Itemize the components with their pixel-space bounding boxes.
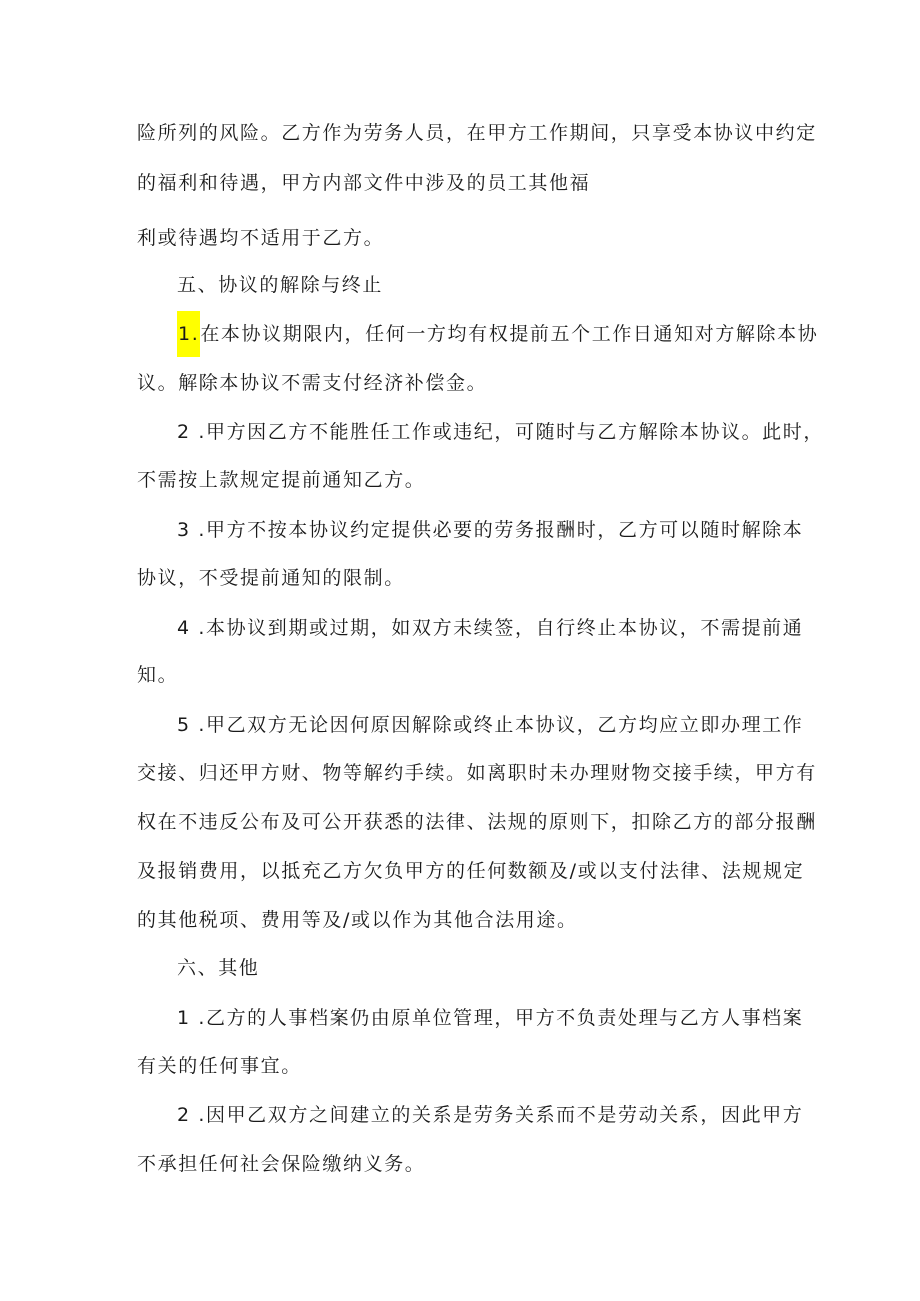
paragraph-line: 险所列的风险。乙方作为劳务人员，在甲方工作期间，只享受本协议中约定	[137, 122, 817, 144]
clause-5-5-line: 5 .甲乙双方无论因何原因解除或终止本协议，乙方均应立即办理工作	[177, 714, 804, 736]
clause-5-1-text: 在本协议期限内，任何一方均有权提前五个工作日通知对方解除本协	[200, 323, 819, 345]
clause-5-4-line: 4 .本协议到期或过期，如双方未续签，自行终止本协议，不需提前通	[177, 617, 804, 639]
clause-6-1-line: 1 .乙方的人事档案仍由原单位管理，甲方不负责处理与乙方人事档案	[177, 1007, 804, 1029]
highlighted-clause-number: 1.	[177, 311, 200, 357]
paragraph-line: 有关的任何事宜。	[137, 1055, 302, 1077]
section-heading-other: 六、其他	[177, 957, 260, 979]
paragraph-line: 权在不违反公布及可公开获悉的法律、法规的原则下，扣除乙方的部分报酬	[137, 811, 817, 833]
paragraph-line: 知。	[137, 664, 179, 686]
clause-5-3-line: 3 .甲方不按本协议约定提供必要的劳务报酬时，乙方可以随时解除本	[177, 519, 804, 541]
paragraph-line: 利或待遇均不适用于乙方。	[137, 227, 385, 249]
paragraph-line: 不承担任何社会保险缴纳义务。	[137, 1153, 426, 1175]
section-heading-termination: 五、协议的解除与终止	[177, 274, 384, 296]
clause-6-2-line: 2 .因甲乙双方之间建立的关系是劳务关系而不是劳动关系，因此甲方	[177, 1104, 804, 1126]
clause-5-1-line	[177, 322, 819, 346]
paragraph-line: 协议，不受提前通知的限制。	[137, 567, 405, 589]
paragraph-line: 交接、归还甲方财、物等解约手续。如离职时未办理财物交接手续，甲方有	[137, 762, 817, 784]
paragraph-line: 及报销费用，以抵充乙方欠负甲方的任何数额及/或以支付法律、法规规定	[137, 860, 805, 882]
paragraph-line: 议。解除本协议不需支付经济补偿金。	[137, 372, 488, 394]
clause-5-2-line: 2 .甲方因乙方不能胜任工作或违纪，可随时与乙方解除本协议。此时，	[177, 421, 824, 443]
paragraph-line: 的其他税项、费用等及/或以作为其他合法用途。	[137, 909, 578, 931]
paragraph-line: 的福利和待遇，甲方内部文件中涉及的员工其他福	[137, 172, 591, 194]
paragraph-line: 不需按上款规定提前通知乙方。	[137, 469, 426, 491]
